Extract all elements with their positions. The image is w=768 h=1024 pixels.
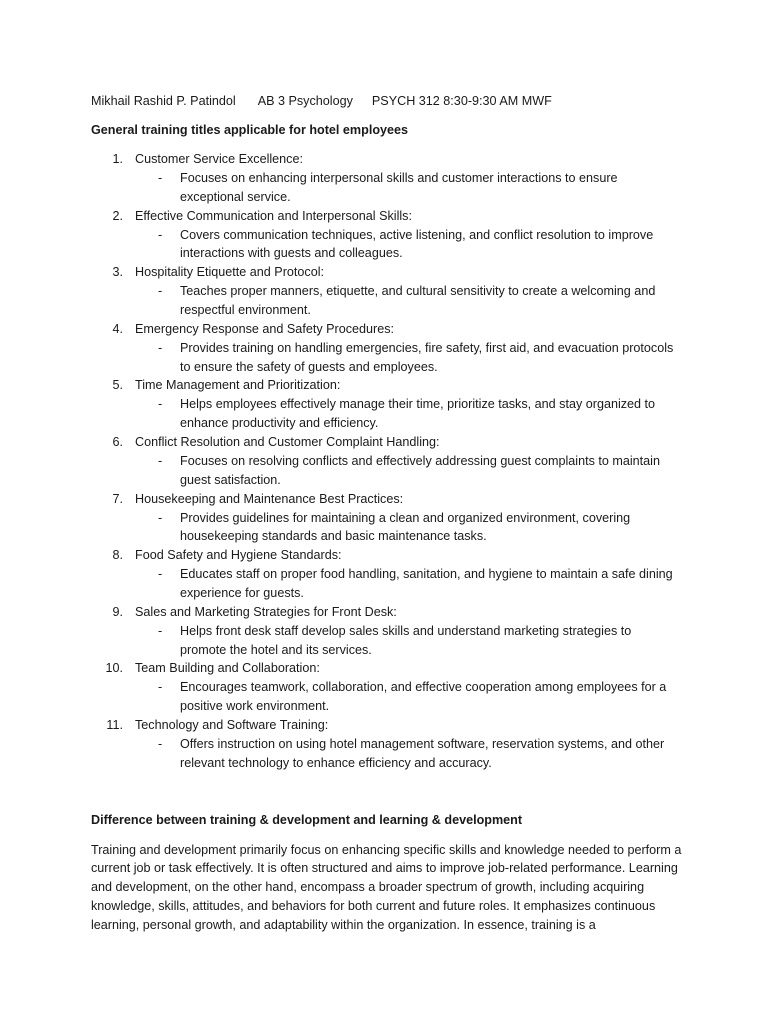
dash-bullet: - xyxy=(158,510,163,525)
list-item-description-text: Educates staff on proper food handling, sanitation, and hygiene to maintain a safe dining experience for guests. xyxy=(180,567,673,600)
list-item xyxy=(91,716,688,773)
list-item xyxy=(91,490,688,547)
list-item xyxy=(91,207,688,264)
list-item-heading xyxy=(91,150,688,169)
list-item-description xyxy=(91,678,680,716)
author-program: AB 3 Psychology xyxy=(257,94,353,108)
list-item-number: 2. xyxy=(112,208,123,223)
dash-bullet: - xyxy=(158,284,163,299)
list-item-heading xyxy=(91,263,688,282)
training-list xyxy=(91,150,688,773)
dash-bullet: - xyxy=(158,736,163,751)
list-item-heading xyxy=(91,603,688,622)
list-item xyxy=(91,150,688,207)
dash-bullet: - xyxy=(158,171,163,185)
dash-bullet: - xyxy=(158,567,163,582)
list-item-description-text: Provides training on handling emergencies, fire safety, first aid, and evacuation protocols to ensure the safety of guests and employees. xyxy=(180,340,674,374)
list-item-description xyxy=(91,565,680,603)
list-item-heading xyxy=(91,716,688,735)
list-item-number: 7. xyxy=(112,491,123,506)
list-item-description xyxy=(91,226,680,264)
list-item xyxy=(91,659,688,716)
dash-bullet: - xyxy=(158,340,163,355)
list-item-number: 10. xyxy=(105,661,123,676)
list-item-number: 9. xyxy=(112,604,123,619)
list-item xyxy=(91,603,688,660)
list-item-description-text: Helps employees effectively manage their time, prioritize tasks, and stay organized to enhance productivity and efficiency. xyxy=(180,397,656,431)
list-item-heading xyxy=(91,546,688,565)
list-item-number: 3. xyxy=(112,265,123,280)
list-item-title: Emergency Response and Safety Procedures: xyxy=(135,321,395,336)
course-schedule: PSYCH 312 8:30-9:30 AM MWF xyxy=(371,94,552,108)
list-item-number: 1. xyxy=(112,152,123,166)
list-item xyxy=(91,376,688,433)
section-title-difference: Difference between training & development and learning & development xyxy=(91,812,523,827)
list-item-number: 4. xyxy=(112,321,123,336)
list-item-title: Time Management and Prioritization: xyxy=(135,378,341,393)
list-item-description xyxy=(91,395,680,433)
list-item-title: Technology and Software Training: xyxy=(135,717,329,732)
list-item-description-text: Focuses on resolving conflicts and effectively addressing guest complaints to maintain guest satisfaction. xyxy=(180,453,660,487)
list-item-heading xyxy=(91,490,688,509)
list-item-heading xyxy=(91,433,688,452)
difference-paragraph: Training and development primarily focus on enhancing specific skills and knowledge needed to perform a current job or task effectively. It is often structured and aims to improve job-related performance. Learning and development, on the other hand, encompass a broader spectrum of growth, including acquiring knowledge, skills, attitudes, and behaviors for both current and future roles. It emphasizes continuous learning, personal growth, and adaptability within the organization. In essence, training is a xyxy=(91,842,682,932)
list-item-description-text: Teaches proper manners, etiquette, and cultural sensitivity to create a welcoming and respectful environment. xyxy=(180,284,656,317)
list-item-description-text: Covers communication techniques, active listening, and conflict resolution to improve interactions with guests and colleagues. xyxy=(180,227,654,261)
list-item-heading xyxy=(91,659,688,678)
list-item-number: 11. xyxy=(106,717,123,732)
list-item-title: Food Safety and Hygiene Standards: xyxy=(135,548,342,563)
list-item-description-text: Encourages teamwork, collaboration, and effective cooperation among employees for a positive work environment. xyxy=(180,680,667,714)
list-item-heading xyxy=(91,320,688,339)
list-item xyxy=(91,433,688,490)
section-spacer xyxy=(91,773,688,811)
list-item-title: Sales and Marketing Strategies for Front Desk: xyxy=(135,604,397,619)
dash-bullet: - xyxy=(158,453,163,468)
list-item-title: Team Building and Collaboration: xyxy=(135,661,320,676)
dash-bullet: - xyxy=(158,680,163,695)
list-item-description xyxy=(91,452,680,490)
author-name: Mikhail Rashid P. Patindol xyxy=(91,94,236,108)
list-item xyxy=(91,320,688,377)
dash-bullet: - xyxy=(158,397,163,412)
list-item-description xyxy=(91,169,680,207)
list-item-description-text: Offers instruction on using hotel management software, reservation systems, and other relevant technology to enhance efficiency and accuracy. xyxy=(180,736,665,770)
list-item-description-text: Provides guidelines for maintaining a clean and organized environment, covering housekeeping standards and basic maintenance tasks. xyxy=(180,510,631,544)
dash-bullet: - xyxy=(158,623,163,638)
dash-bullet: - xyxy=(158,227,163,242)
list-item-description xyxy=(91,735,680,773)
document-header xyxy=(91,92,688,111)
list-item-description xyxy=(91,509,680,547)
list-item-description-text: Focuses on enhancing interpersonal skills and customer interactions to ensure exceptional service. xyxy=(180,171,618,204)
list-item-title: Conflict Resolution and Customer Complaint Handling: xyxy=(135,434,440,449)
section-title-training-titles: General training titles applicable for hotel employees xyxy=(91,123,409,137)
list-item-title: Hospitality Etiquette and Protocol: xyxy=(135,265,325,280)
list-item xyxy=(91,263,688,320)
list-item-description xyxy=(91,622,680,660)
list-item-description xyxy=(91,339,680,377)
list-item-title: Effective Communication and Interpersonal Skills: xyxy=(135,208,412,223)
list-item-heading xyxy=(91,207,688,226)
list-item-heading xyxy=(91,376,688,395)
list-item-title: Customer Service Excellence: xyxy=(135,152,303,166)
list-item-description xyxy=(91,282,680,320)
list-item xyxy=(91,546,688,603)
list-item-number: 6. xyxy=(112,434,123,449)
list-item-description-text: Helps front desk staff develop sales skills and understand marketing strategies to promote the hotel and its services. xyxy=(180,623,632,657)
list-item-number: 5. xyxy=(112,378,123,393)
list-item-title: Housekeeping and Maintenance Best Practices: xyxy=(135,491,404,506)
list-item-number: 8. xyxy=(112,548,123,563)
